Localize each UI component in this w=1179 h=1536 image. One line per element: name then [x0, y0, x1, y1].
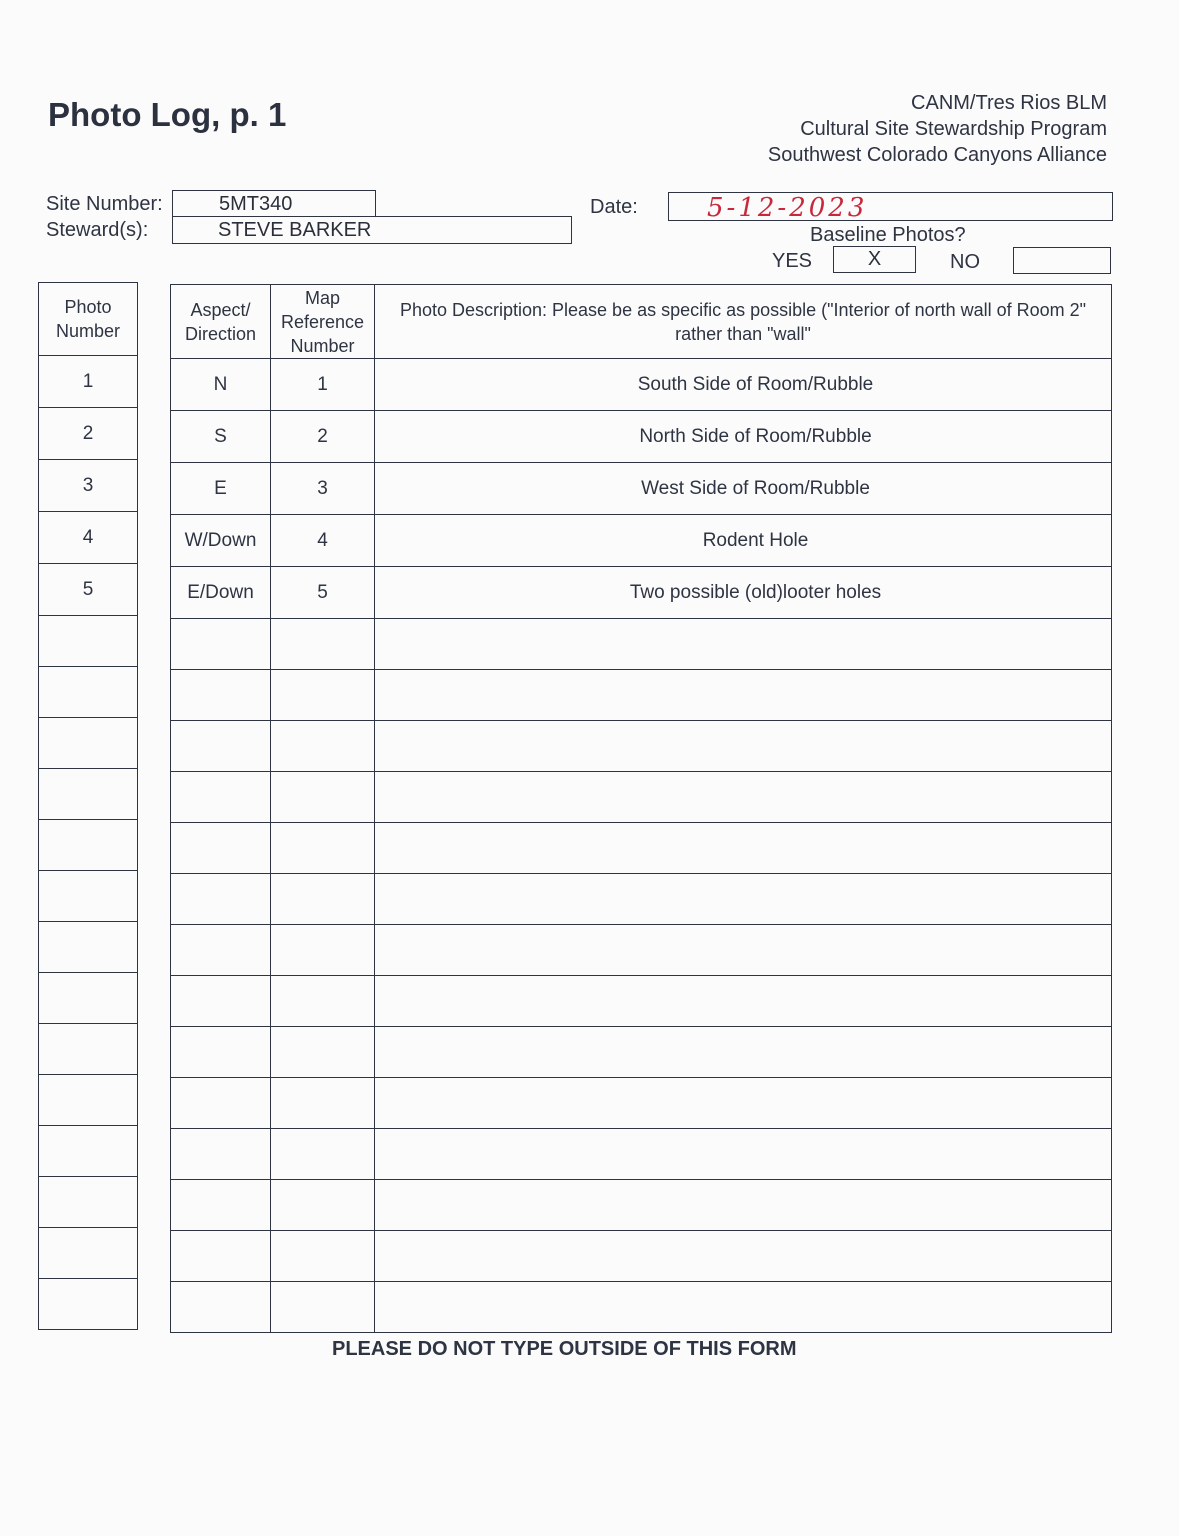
aspect-cell[interactable] [171, 1027, 271, 1078]
description-cell[interactable] [375, 619, 1112, 670]
photo-number-row [39, 408, 138, 460]
map-reference-cell[interactable] [271, 1231, 375, 1282]
description-cell[interactable] [375, 1180, 1112, 1231]
empty-row [39, 1279, 138, 1330]
empty-row [39, 922, 138, 973]
empty-row [39, 667, 138, 718]
empty-row [171, 1282, 1112, 1333]
photo-number-cell[interactable] [39, 1075, 138, 1126]
aspect-cell[interactable]: E [171, 463, 271, 515]
aspect-cell[interactable] [171, 670, 271, 721]
footer-notice: PLEASE DO NOT TYPE OUTSIDE OF THIS FORM [332, 1338, 797, 1360]
site-number-value: 5MT340 [219, 193, 293, 215]
map-reference-cell[interactable] [271, 1027, 375, 1078]
description-cell[interactable] [375, 823, 1112, 874]
aspect-cell[interactable]: S [171, 411, 271, 463]
empty-row [39, 871, 138, 922]
table-row [171, 515, 1112, 567]
photo-number-row [39, 512, 138, 564]
date-field[interactable] [668, 192, 1113, 221]
description-cell[interactable]: South Side of Room/Rubble [375, 359, 1112, 411]
photo-number-cell[interactable] [39, 973, 138, 1024]
photo-number-cell[interactable] [39, 1177, 138, 1228]
empty-row [171, 925, 1112, 976]
empty-row [171, 1180, 1112, 1231]
empty-row [171, 1129, 1112, 1180]
map-reference-cell[interactable]: 1 [271, 359, 375, 411]
map-reference-cell[interactable] [271, 772, 375, 823]
photo-number-cell[interactable] [39, 616, 138, 667]
stewards-value: STEVE BARKER [218, 219, 372, 241]
aspect-cell[interactable]: E/Down [171, 567, 271, 619]
empty-row [171, 670, 1112, 721]
date-label: Date: [590, 196, 638, 218]
org-line: Southwest Colorado Canyons Alliance [767, 144, 1107, 166]
empty-row [171, 823, 1112, 874]
aspect-cell[interactable] [171, 619, 271, 670]
photo-number-cell[interactable]: 5 [39, 564, 138, 616]
photo-number-cell[interactable]: 1 [39, 356, 138, 408]
aspect-cell[interactable] [171, 925, 271, 976]
aspect-cell[interactable] [171, 1231, 271, 1282]
map-reference-cell[interactable] [271, 1129, 375, 1180]
description-cell[interactable] [375, 1282, 1112, 1333]
aspect-cell[interactable] [171, 772, 271, 823]
map-reference-cell[interactable]: 5 [271, 567, 375, 619]
empty-row [39, 718, 138, 769]
aspect-cell[interactable] [171, 823, 271, 874]
empty-row [39, 973, 138, 1024]
photo-number-cell[interactable] [39, 1024, 138, 1075]
description-cell[interactable] [375, 772, 1112, 823]
empty-row [39, 1126, 138, 1177]
empty-row [171, 619, 1112, 670]
map-reference-cell[interactable]: 2 [271, 411, 375, 463]
stewards-field[interactable] [172, 216, 572, 244]
empty-row [39, 1075, 138, 1126]
aspect-cell[interactable] [171, 721, 271, 772]
empty-row [171, 721, 1112, 772]
map-reference-cell[interactable]: 3 [271, 463, 375, 515]
photo-number-cell[interactable] [39, 718, 138, 769]
empty-row [39, 1177, 138, 1228]
photo-number-cell[interactable] [39, 1279, 138, 1330]
table-row [171, 567, 1112, 619]
photo-number-cell[interactable] [39, 871, 138, 922]
photo-number-cell[interactable] [39, 667, 138, 718]
description-cell[interactable] [375, 721, 1112, 772]
site-number-field[interactable] [172, 190, 376, 217]
photo-number-cell[interactable]: 2 [39, 408, 138, 460]
description-cell[interactable] [375, 1231, 1112, 1282]
table-row [171, 359, 1112, 411]
baseline-photos-label: Baseline Photos? [810, 224, 966, 246]
stewards-label: Steward(s): [46, 219, 149, 241]
description-cell[interactable] [375, 1129, 1112, 1180]
org-line: CANM/Tres Rios BLM [911, 92, 1107, 114]
yes-label: YES [772, 250, 813, 272]
empty-row [39, 820, 138, 871]
description-cell[interactable] [375, 1078, 1112, 1129]
map-reference-cell[interactable] [271, 976, 375, 1027]
photo-number-row [39, 460, 138, 512]
date-value: 5-12-2023 [707, 193, 868, 223]
aspect-cell[interactable] [171, 976, 271, 1027]
aspect-cell[interactable] [171, 1180, 271, 1231]
photo-number-cell[interactable] [39, 922, 138, 973]
description-cell[interactable] [375, 976, 1112, 1027]
aspect-header: Aspect/ Direction [171, 285, 271, 359]
org-line: Cultural Site Stewardship Program [800, 118, 1107, 140]
aspect-cell[interactable]: N [171, 359, 271, 411]
map-reference-cell[interactable]: 4 [271, 515, 375, 567]
photo-number-header: Photo Number [39, 283, 138, 356]
map-reference-cell[interactable] [271, 619, 375, 670]
no-checkbox[interactable] [1013, 247, 1111, 274]
photo-number-table [38, 282, 138, 1330]
empty-row [39, 1228, 138, 1279]
description-cell[interactable] [375, 1027, 1112, 1078]
photo-log-table [170, 284, 1112, 1333]
photo-number-row [39, 356, 138, 408]
description-cell[interactable] [375, 925, 1112, 976]
photo-number-cell[interactable]: 4 [39, 512, 138, 564]
empty-row [39, 769, 138, 820]
empty-row [39, 1024, 138, 1075]
description-cell[interactable]: North Side of Room/Rubble [375, 411, 1112, 463]
description-cell[interactable]: Rodent Hole [375, 515, 1112, 567]
aspect-cell[interactable] [171, 1129, 271, 1180]
map-reference-cell[interactable] [271, 1078, 375, 1129]
photo-number-cell[interactable]: 3 [39, 460, 138, 512]
map-reference-header: Map Reference Number [271, 285, 375, 359]
map-reference-cell[interactable] [271, 874, 375, 925]
empty-row [171, 976, 1112, 1027]
description-cell[interactable] [375, 874, 1112, 925]
photo-number-cell[interactable] [39, 1228, 138, 1279]
empty-row [171, 1078, 1112, 1129]
organization-block [768, 90, 1107, 168]
aspect-cell[interactable]: W/Down [171, 515, 271, 567]
photo-number-cell[interactable] [39, 820, 138, 871]
aspect-cell[interactable] [171, 1078, 271, 1129]
photo-number-cell[interactable] [39, 769, 138, 820]
map-reference-cell[interactable] [271, 1180, 375, 1231]
map-reference-cell[interactable] [271, 823, 375, 874]
yes-mark: X [867, 248, 882, 270]
description-cell[interactable] [375, 670, 1112, 721]
map-reference-cell[interactable] [271, 1282, 375, 1333]
description-header: Photo Description: Please be as specific as possible ("Interior of north wall of Room 2" rather than "wall" [375, 285, 1112, 359]
map-reference-cell[interactable] [271, 925, 375, 976]
description-cell[interactable]: West Side of Room/Rubble [375, 463, 1112, 515]
empty-row [171, 1027, 1112, 1078]
empty-row [171, 874, 1112, 925]
empty-row [39, 616, 138, 667]
map-reference-cell[interactable] [271, 721, 375, 772]
aspect-cell[interactable] [171, 1282, 271, 1333]
yes-checkbox[interactable] [833, 246, 916, 273]
aspect-cell[interactable] [171, 874, 271, 925]
site-number-label: Site Number: [46, 193, 163, 215]
photo-number-cell[interactable] [39, 1126, 138, 1177]
empty-row [171, 1231, 1112, 1282]
description-cell[interactable]: Two possible (old)looter holes [375, 567, 1112, 619]
photo-number-row [39, 564, 138, 616]
empty-row [171, 772, 1112, 823]
table-row [171, 463, 1112, 515]
map-reference-cell[interactable] [271, 670, 375, 721]
table-row [171, 411, 1112, 463]
no-label: NO [950, 251, 980, 273]
page-title: Photo Log, p. 1 [48, 96, 287, 133]
